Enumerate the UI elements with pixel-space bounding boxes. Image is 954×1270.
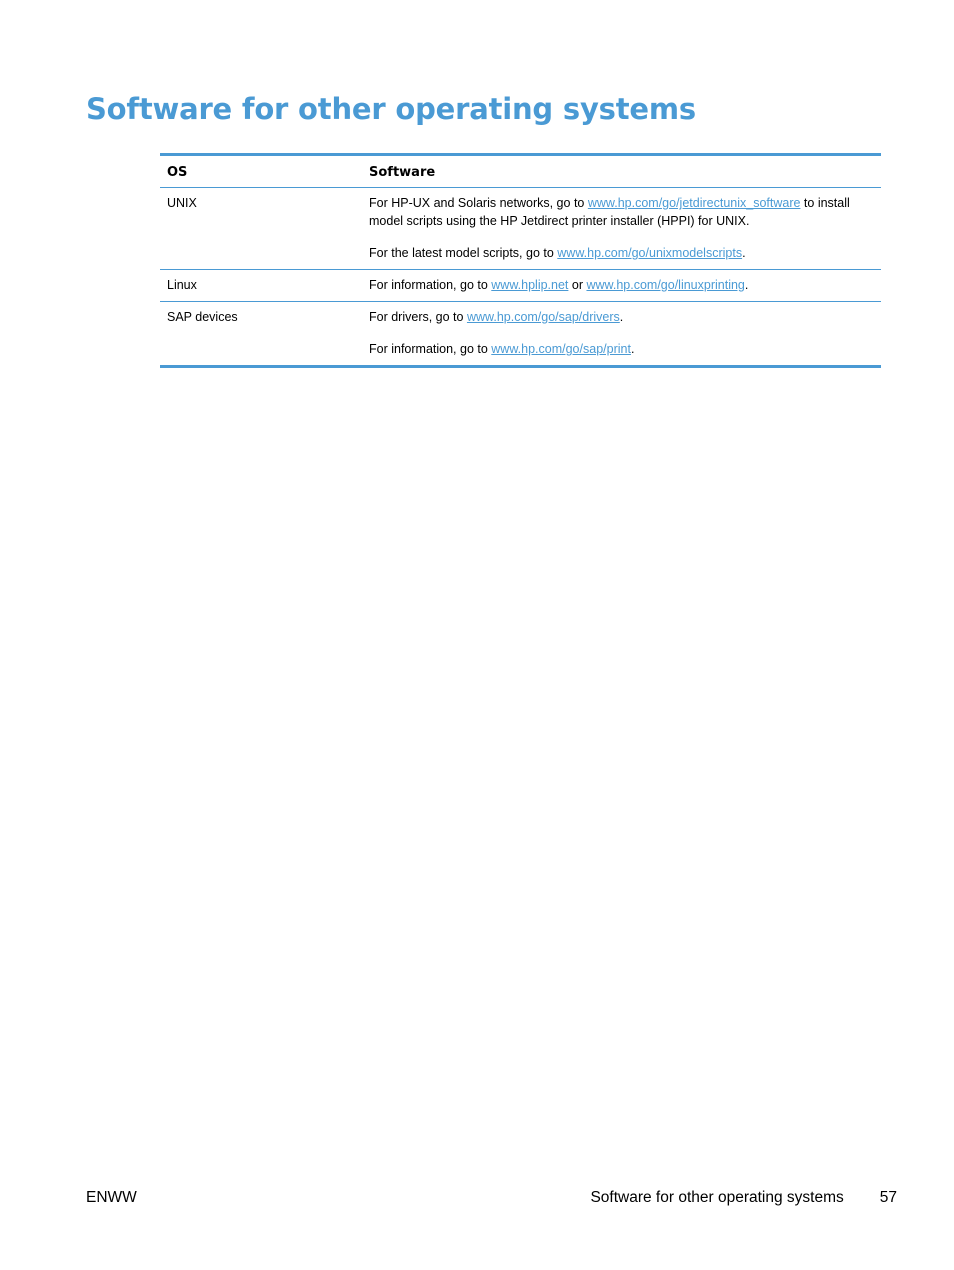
hplip-link[interactable]: www.hplip.net [491,278,569,292]
paragraph-text: For drivers, go to [369,310,467,324]
jetdirectunix-link[interactable]: www.hp.com/go/jetdirectunix_software [587,196,801,210]
os-cell: Linux [167,278,197,292]
software-paragraph [369,276,871,294]
table-row-linux [160,270,881,302]
software-paragraph [369,194,871,230]
page-title: Software for other operating systems [86,92,696,126]
footer-section-title: Software for other operating systems [590,1189,844,1206]
software-cell [369,308,881,358]
unixmodelscripts-link[interactable]: www.hp.com/go/unixmodelscripts [557,246,743,260]
paragraph-text: . [742,246,746,260]
sap-print-link[interactable]: www.hp.com/go/sap/print [491,342,631,356]
paragraph-text: For information, go to [369,278,492,292]
paragraph-text: . [630,342,635,356]
paragraph-text: For information, go to [369,342,492,356]
paragraph-text: to install model scripts using the HP Jetdirect printer installer (HPPI) for UNIX. [369,196,850,228]
paragraph-text: . [619,310,624,324]
table-row-sap [160,302,881,365]
os-cell: SAP devices [167,310,238,324]
page-number: 57 [879,1189,897,1206]
sap-drivers-link[interactable]: www.hp.com/go/sap/drivers [466,310,620,324]
header-software: Software [369,164,436,180]
paragraph-text: For HP-UX and Solaris networks, go to [369,196,588,210]
os-software-table [160,153,881,368]
footer-enww: ENWW [86,1189,137,1206]
software-paragraph [369,308,871,326]
paragraph-text: or [568,278,587,292]
os-cell: UNIX [167,196,197,210]
paragraph-text: . [744,278,749,292]
table-row-unix [160,188,881,270]
paragraph-text: For the latest model scripts, go to [369,246,558,260]
table-header-row [160,156,881,188]
software-paragraph [369,244,871,262]
software-paragraph [369,340,871,358]
software-cell [369,194,881,262]
software-cell [369,276,881,294]
footer-right [590,1189,897,1207]
header-os: OS [167,164,188,180]
linuxprinting-link[interactable]: www.hp.com/go/linuxprinting [586,278,745,292]
